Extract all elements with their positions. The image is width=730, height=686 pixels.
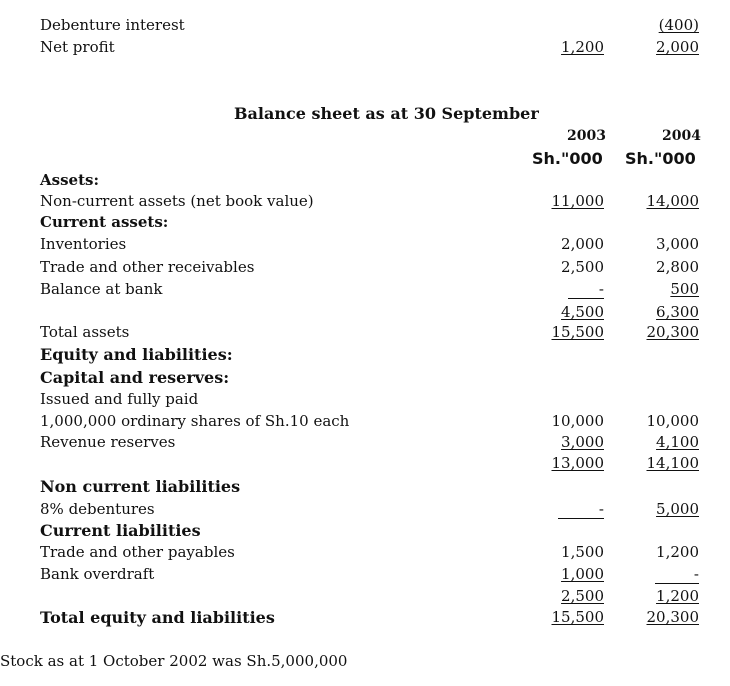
row-label: Trade and other receivables <box>40 258 255 276</box>
value-2004: 10,000 <box>646 412 699 430</box>
statement-row <box>0 16 730 38</box>
value-2003: 13,000 <box>551 454 604 472</box>
row-label: Revenue reserves <box>40 433 176 451</box>
value-2003: 3,000 <box>561 433 604 451</box>
value-2003: 11,000 <box>551 192 604 210</box>
statement-row <box>0 390 730 412</box>
value-2004: 2,800 <box>656 258 699 276</box>
section-heading-current-assets <box>0 213 730 235</box>
value-2003: 2,000 <box>561 235 604 253</box>
row-label: Trade and other payables <box>40 543 235 561</box>
row-label: Assets: <box>40 171 99 189</box>
year-2004-header: 2004 <box>662 128 701 144</box>
row-label: Non current liabilities <box>40 477 241 496</box>
year-2003-header: 2003 <box>567 128 606 144</box>
value-2003: 4,500 <box>561 303 604 321</box>
statement-row <box>0 433 730 455</box>
value-2004: 500 <box>670 280 699 298</box>
row-label: 1,000,000 ordinary shares of Sh.10 each <box>40 412 350 430</box>
value-2003: 2,500 <box>561 587 604 605</box>
value-2003: 1,500 <box>561 543 604 561</box>
unit-2003-header: Sh."000 <box>532 149 603 168</box>
unit-2004-header: Sh."000 <box>625 149 696 168</box>
footnote: Stock as at 1 October 2002 was Sh.5,000,000 <box>0 652 348 670</box>
value-2004: 14,100 <box>646 454 699 472</box>
value-2003: - <box>568 280 604 299</box>
row-label: Current assets: <box>40 213 169 231</box>
value-2004: 4,100 <box>656 433 699 451</box>
section-heading-capital <box>0 368 730 390</box>
value-2003: 1,200 <box>561 38 604 56</box>
value-2004: 14,000 <box>646 192 699 210</box>
balance-sheet-title: Balance sheet as at 30 September <box>234 104 539 123</box>
statement-row <box>0 500 730 522</box>
row-label: Balance at bank <box>40 280 163 298</box>
value-2003: 1,000 <box>561 565 604 583</box>
section-heading-current-liabilities <box>0 521 730 543</box>
statement-row <box>0 412 730 434</box>
total-row <box>0 608 730 630</box>
subtotal-row <box>0 587 730 609</box>
row-label: Debenture interest <box>40 16 185 34</box>
value-2004: (400) <box>658 16 699 34</box>
row-label: Net profit <box>40 38 115 56</box>
row-label: Issued and fully paid <box>40 390 199 408</box>
row-label: Bank overdraft <box>40 565 155 583</box>
value-2003: 15,500 <box>551 323 604 341</box>
value-2004: 5,000 <box>656 500 699 518</box>
subtotal-row <box>0 454 730 476</box>
statement-row <box>0 38 730 60</box>
row-label: Equity and liabilities: <box>40 345 233 364</box>
row-label: 8% debentures <box>40 500 155 518</box>
value-2004: 1,200 <box>656 543 699 561</box>
value-2004: 1,200 <box>656 587 699 605</box>
value-2003: 15,500 <box>551 608 604 626</box>
value-2004: 3,000 <box>656 235 699 253</box>
section-heading-equity <box>0 345 730 367</box>
row-label: Total equity and liabilities <box>40 608 275 627</box>
row-label: Total assets <box>40 323 130 341</box>
statement-row <box>0 235 730 257</box>
row-label: Capital and reserves: <box>40 368 230 387</box>
value-2004: 6,300 <box>656 303 699 321</box>
row-label: Inventories <box>40 235 127 253</box>
value-2003: 10,000 <box>551 412 604 430</box>
value-2004: - <box>655 565 699 584</box>
value-2003: 2,500 <box>561 258 604 276</box>
section-heading-non-current-liabilities <box>0 477 730 499</box>
total-row <box>0 323 730 345</box>
statement-row <box>0 280 730 302</box>
value-2004: 2,000 <box>656 38 699 56</box>
section-heading-assets <box>0 171 730 193</box>
statement-row <box>0 192 730 214</box>
value-2003: - <box>558 500 604 519</box>
value-2004: 20,300 <box>646 608 699 626</box>
value-2004: 20,300 <box>646 323 699 341</box>
statement-row <box>0 565 730 587</box>
subtotal-row <box>0 303 730 325</box>
row-label: Non-current assets (net book value) <box>40 192 314 210</box>
row-label: Current liabilities <box>40 521 201 540</box>
statement-row <box>0 543 730 565</box>
statement-row <box>0 258 730 280</box>
